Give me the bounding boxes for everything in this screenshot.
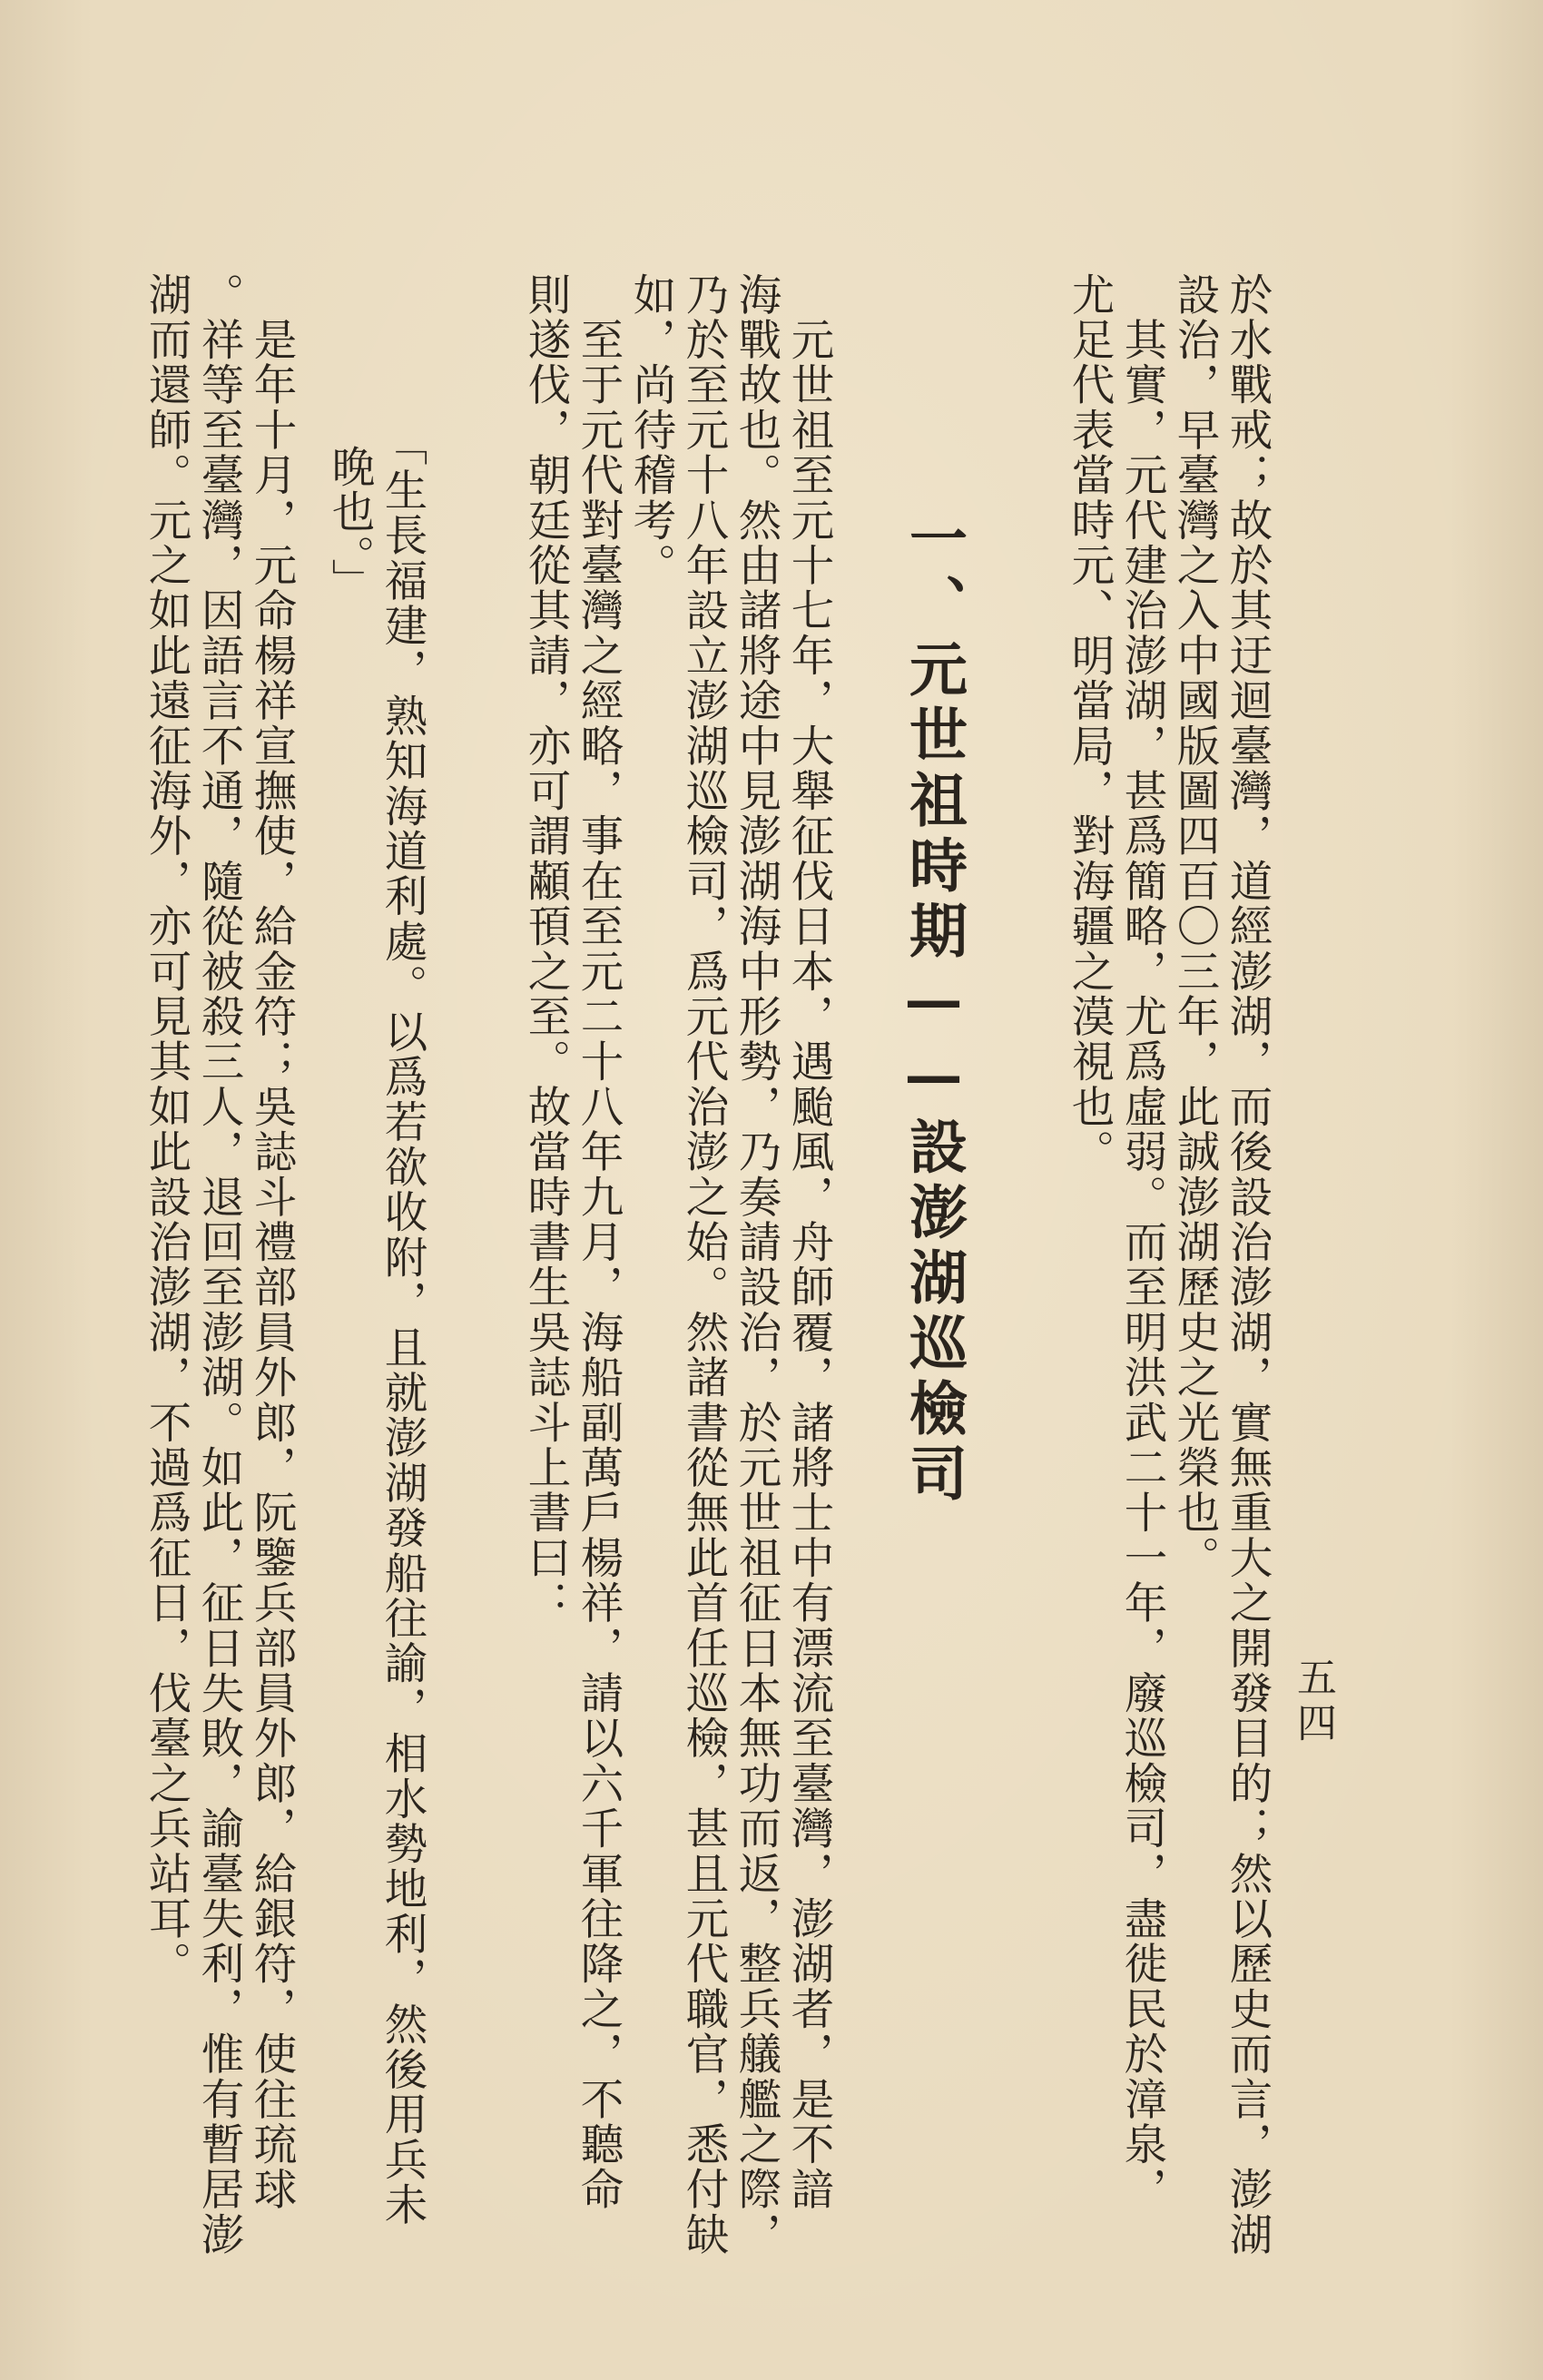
- text-column-7: 乃於至元十八年設立澎湖巡檢司，爲元代治澎之始。然諸書從無此首任巡檢，甚且元代職官，悉付缺: [678, 272, 728, 2257]
- text-column-12: 。祥等至臺灣，因語言不通，隨從被殺三人，退回至澎湖。如此，征日失敗，諭臺失利，惟有暫居澎: [193, 272, 243, 2257]
- text-column-2: 設治，早臺灣之入中國版圖四百〇三年，此誠澎湖歷史之光榮也。: [1169, 272, 1219, 1581]
- text-column-13: 湖而還師。元之如此遠征海外，亦可見其如此設治澎湖，不過爲征日，伐臺之兵站耳。: [141, 272, 191, 1987]
- text-column-9: 至于元代對臺灣之經略，事在至元二十八年九月，海船副萬戶楊祥，請以六千軍往降之，不聽命: [573, 272, 623, 2213]
- quote-column-2: 晚也。」: [324, 399, 374, 604]
- text-column-4: 尤足代表當時元、明當局，對海疆之漠視也。: [1064, 272, 1114, 1175]
- text-column-6: 海戰故也。然由諸將途中見澎湖海中形勢，乃奏請設治，於元世祖征日本無功而返，整兵艤艦之際，: [731, 272, 781, 2257]
- text-column-10: 則遂伐，朝廷從其請，亦可謂顢頇之至。故當時書生吳誌斗上書曰：: [520, 272, 570, 1626]
- text-column-11: 是年十月，元命楊祥宣撫使，給金符；吳誌斗禮部員外郎，阮鑒兵部員外郎，給銀符，使往琉球: [246, 272, 296, 2213]
- text-column-3: 其實，元代建治澎湖，甚爲簡略，尤爲虛弱。而至明洪武二十一年，廢巡檢司，盡徙民於漳泉，: [1116, 272, 1166, 2213]
- page-number: 五四: [1290, 1657, 1336, 1747]
- text-column-1: 於水戰戒；故於其迂迴臺灣，道經澎湖，而後設治澎湖，實無重大之開發目的；然以歷史而言，澎湖: [1222, 272, 1272, 2257]
- quote-column-1: 「生長福建，熟知海道利處。以爲若欲收附，且就澎湖發船往諭，相水勢地利，然後用兵未: [377, 399, 427, 2228]
- text-column-8: 如，尚待稽考。: [625, 272, 675, 588]
- section-heading: 一、元世祖時期——設澎湖巡檢司: [899, 508, 968, 1509]
- text-column-5: 元世祖至元十七年，大舉征伐日本，遇颱風，舟師覆，諸將士中有漂流至臺灣，澎湖者，是不諳: [783, 272, 833, 2213]
